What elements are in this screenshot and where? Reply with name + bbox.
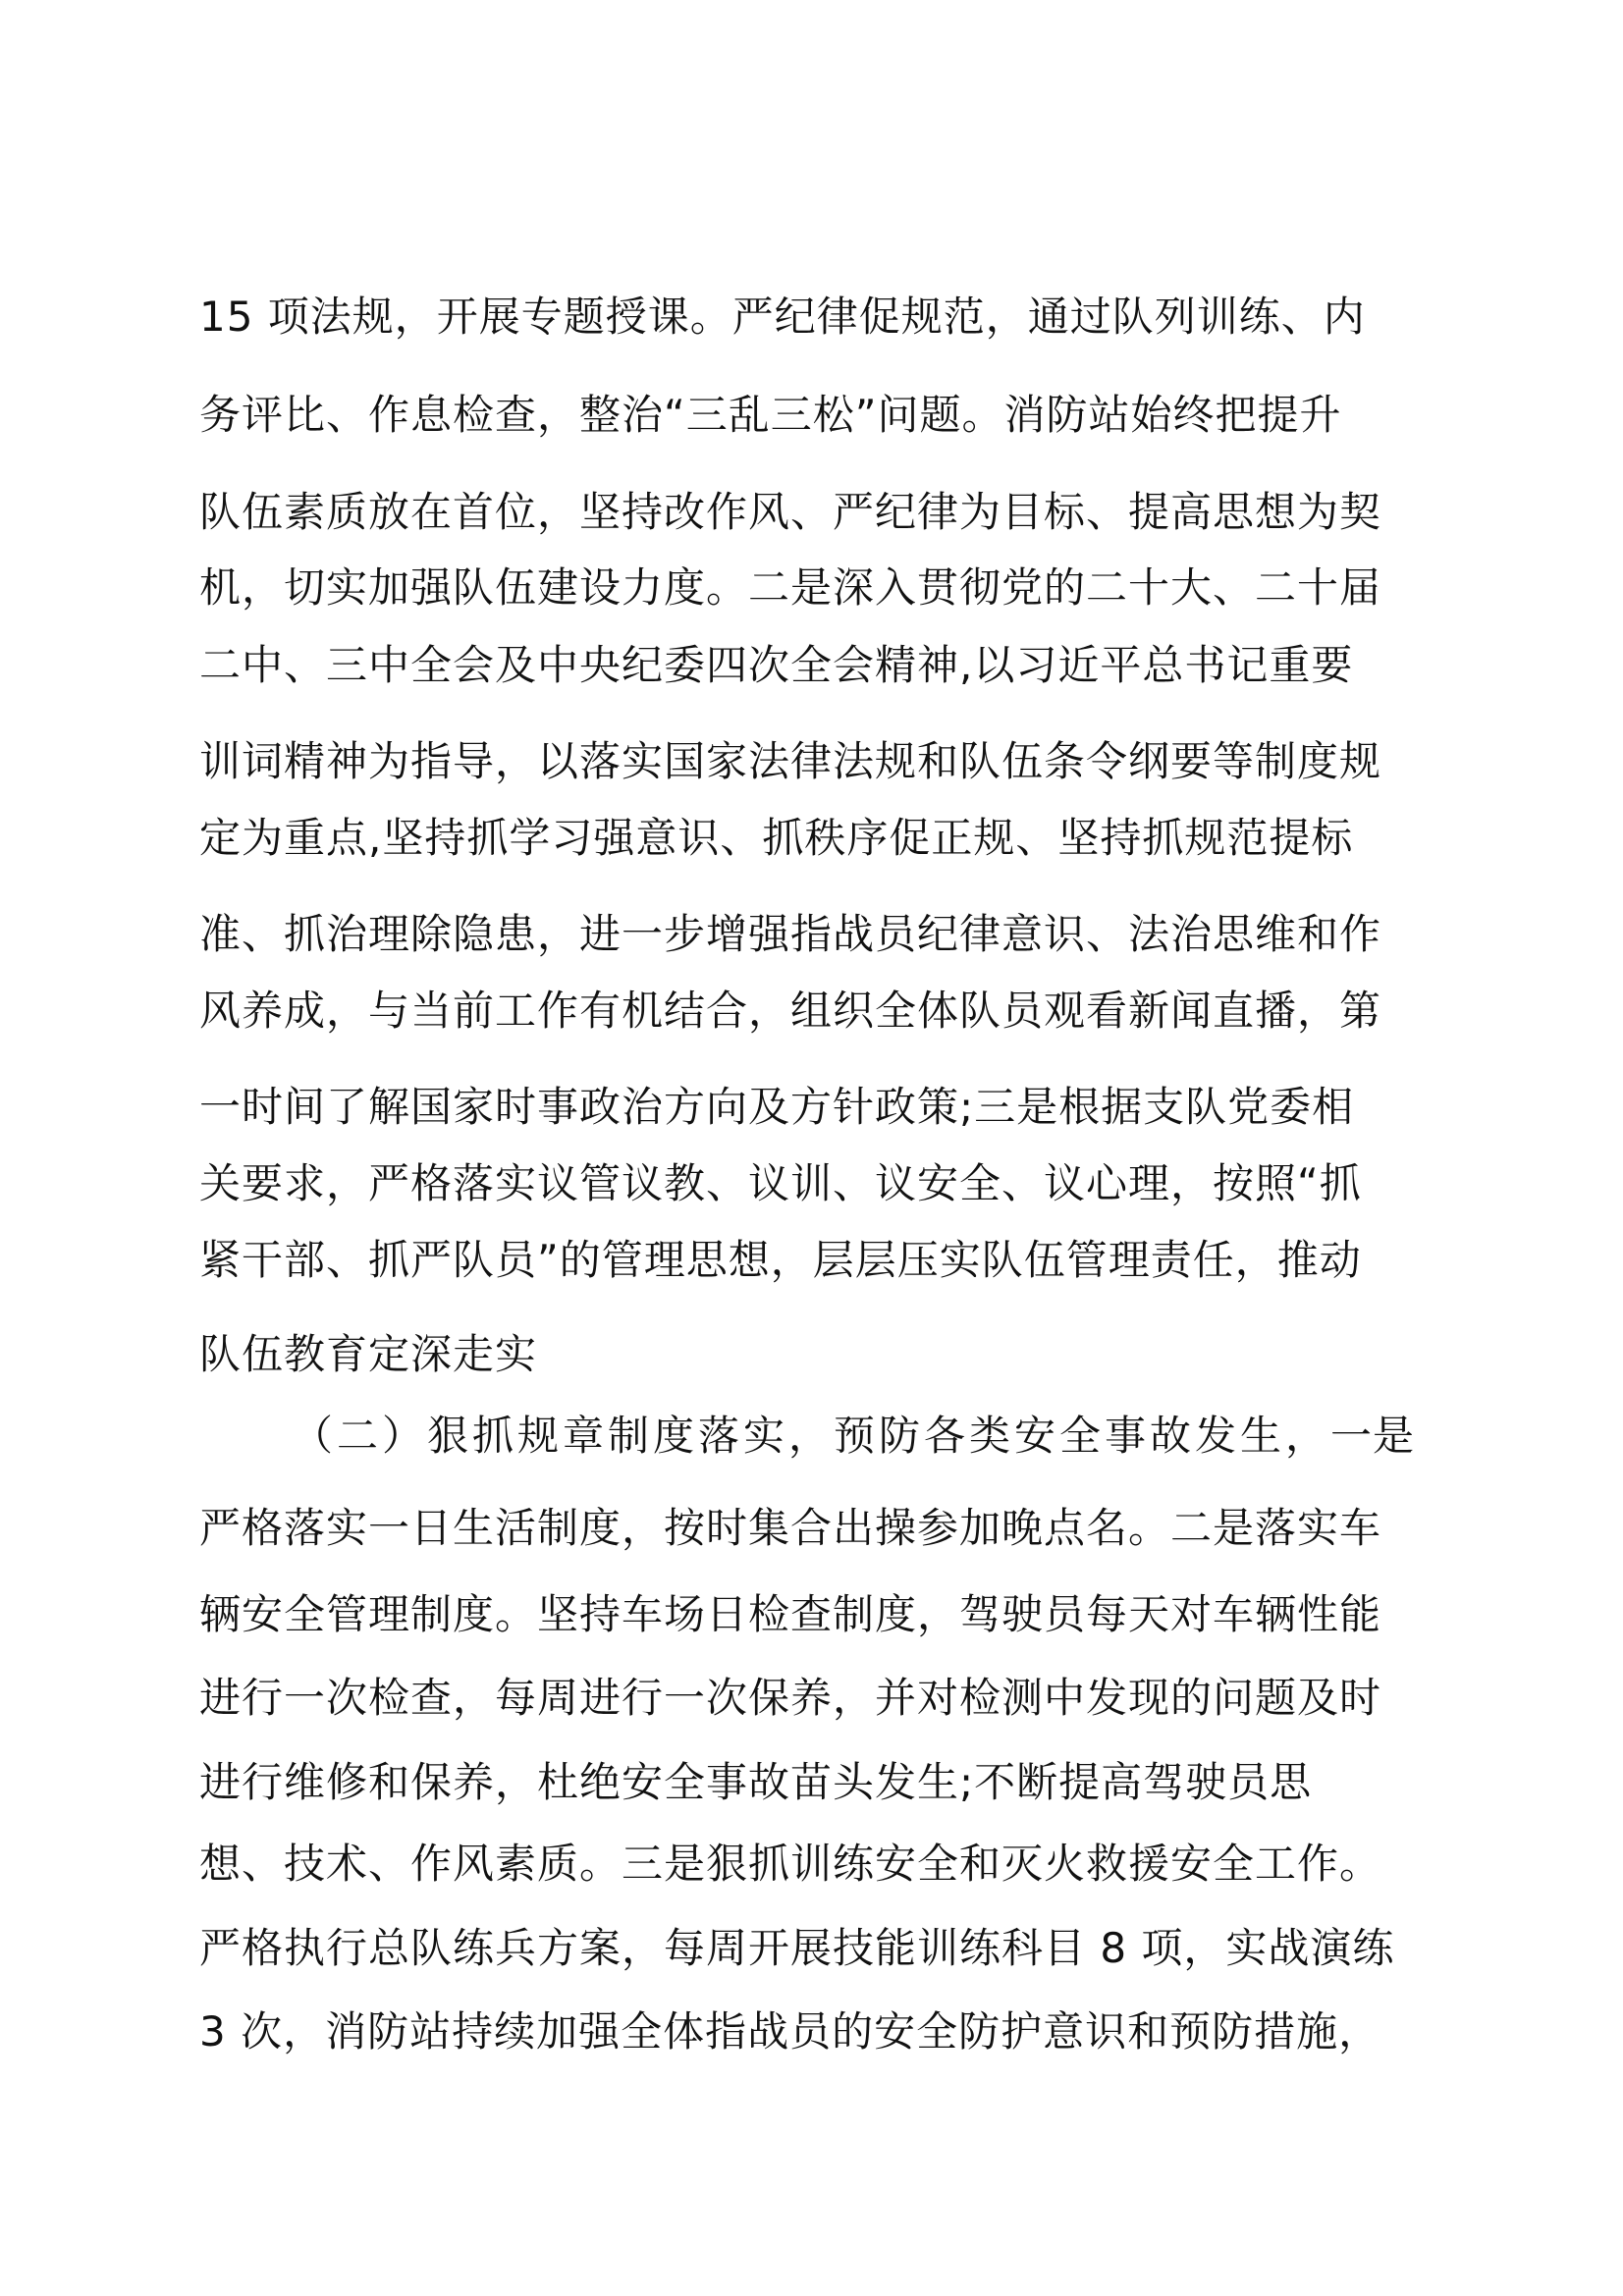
paragraph-line: 紧干部、抓严队员”的管理思想，层层压实队伍管理责任，推动 [199, 1236, 1362, 1284]
paragraph-line: 严格执行总队练兵方案，每周开展技能训练科目 8 项，实战演练 [199, 1924, 1395, 1972]
section-heading [292, 1407, 1415, 1466]
paragraph-line: 训词精神为指导，以落实国家法律法规和队伍条令纲要等制度规 [199, 737, 1382, 785]
paragraph-line: 准、抓治理除隐患，进一步增强指战员纪律意识、法治思维和作 [199, 910, 1382, 958]
paragraph-line: 定为重点,坚持抓学习强意识、抓秩序促正规、坚持抓规范提标 [199, 814, 1354, 862]
paragraph-line: 想、技术、作风素质。三是狠抓训练安全和灭火救援安全工作。 [199, 1840, 1382, 1888]
section-heading-text: （二）狠抓规章制度落实，预防各类安全事故发生， [292, 1412, 1331, 1460]
paragraph-line: 进行维修和保养，杜绝安全事故苗头发生;不断提高驾驶员思 [199, 1758, 1313, 1806]
paragraph-line: 机，切实加强队伍建设力度。二是深入贯彻党的二十大、二十届 [199, 563, 1382, 612]
paragraph-line: 二中、三中全会及中央纪委四次全会精神,以习近平总书记重要 [199, 641, 1354, 689]
paragraph-line: 务评比、作息检查，整治“三乱三松”问题。消防站始终把提升 [199, 391, 1342, 439]
paragraph-line: 关要求，严格落实议管议教、议训、议安全、议心理，按照“抓 [199, 1159, 1362, 1207]
paragraph-line: 一时间了解国家时事政治方向及方针政策;三是根据支队党委相 [199, 1083, 1355, 1131]
paragraph-line: 进行一次检查，每周进行一次保养，并对检测中发现的问题及时 [199, 1674, 1382, 1722]
paragraph-line: 辆安全管理制度。坚持车场日检查制度，驾驶员每天对车辆性能 [199, 1590, 1382, 1638]
paragraph-line: 3 次，消防站持续加强全体指战员的安全防护意识和预防措施， [199, 2007, 1381, 2056]
paragraph-line: 严格落实一日生活制度，按时集合出操参加晚点名。二是落实车 [199, 1504, 1382, 1552]
paragraph-line: 队伍素质放在首位，坚持改作风、严纪律为目标、提高思想为契 [199, 488, 1382, 536]
section-heading-tail: 一是 [1330, 1412, 1416, 1460]
paragraph-line: 15 项法规，开展专题授课。严纪律促规范，通过队列训练、内 [199, 293, 1366, 341]
paragraph-line: 队伍教育定深走实 [199, 1330, 538, 1378]
paragraph-line: 风养成，与当前工作有机结合，组织全体队员观看新闻直播，第 [199, 987, 1382, 1035]
